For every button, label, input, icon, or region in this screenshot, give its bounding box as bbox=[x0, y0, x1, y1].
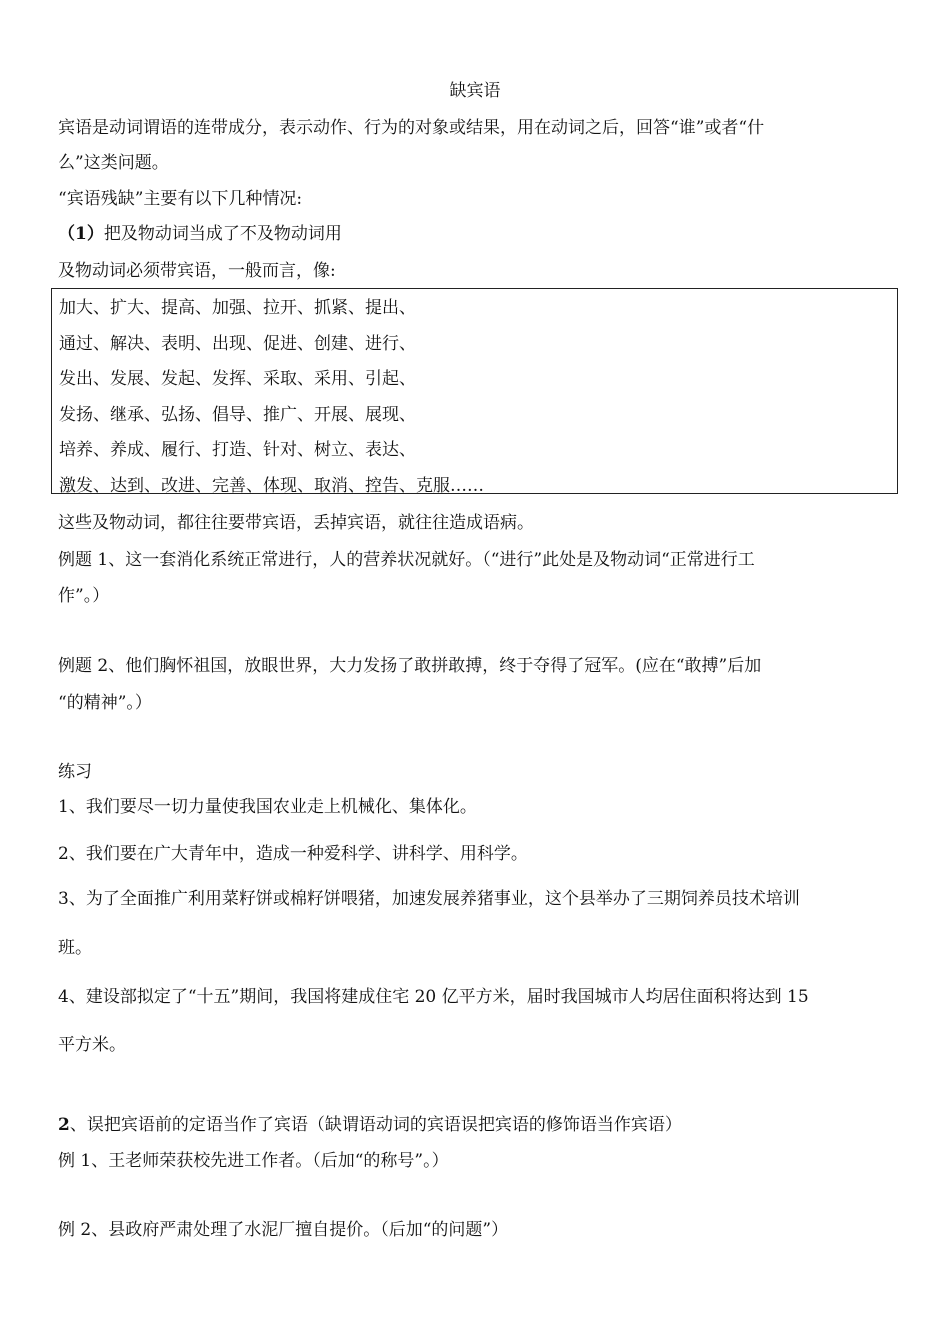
verb-row: 发出、发展、发起、发挥、采取、采用、引起、 bbox=[59, 369, 416, 389]
example-1-line-1: 例题 1、这一套消化系统正常进行，人的营养状况就好。（“进行”此处是及物动词“正常进行工 bbox=[58, 550, 755, 570]
practice-question-3-line-2: 班。 bbox=[58, 938, 92, 958]
case2-example-2: 例 2、县政府严肃处理了水泥厂擅自提价。（后加“的问题”） bbox=[58, 1220, 509, 1240]
intro-line-1: 宾语是动词谓语的连带成分，表示动作、行为的对象或结果，用在动词之后，回答“谁”或者“什 bbox=[58, 118, 765, 138]
practice-question-4-line-1: 4、建设部拟定了“十五”期间，我国将建成住宅 20 亿平方米，届时我国城市人均居住面积将达到 15 bbox=[58, 987, 809, 1007]
verb-row: 培养、养成、履行、打造、针对、树立、表达、 bbox=[59, 440, 416, 460]
verb-row: 通过、解决、表明、出现、促进、创建、进行、 bbox=[59, 334, 416, 354]
case2-heading-text: 、误把宾语前的定语当作了宾语（缺谓语动词的宾语误把宾语的修饰语当作宾语） bbox=[69, 1115, 682, 1135]
case1-heading-text: 把及物动词当成了不及物动词用 bbox=[103, 224, 342, 244]
verb-row: 激发、达到、改进、完善、体现、取消、控告、克服…… bbox=[59, 476, 484, 496]
example-1-line-2: 作”。） bbox=[58, 586, 110, 606]
case1-heading bbox=[58, 219, 342, 244]
after-box-text: 这些及物动词，都往往要带宾语，丢掉宾语，就往往造成语病。 bbox=[58, 513, 534, 533]
case2-number: 2 bbox=[58, 1115, 70, 1135]
example-2-line-1: 例题 2、他们胸怀祖国，放眼世界，大力发扬了敢拼敢搏，终于夺得了冠军。(应在“敢搏”后加 bbox=[58, 656, 762, 676]
page-title: 缺宾语 bbox=[449, 81, 501, 101]
cases-intro: “宾语残缺”主要有以下几种情况: bbox=[58, 189, 303, 209]
verb-row: 加大、扩大、提高、加强、拉开、抓紧、提出、 bbox=[59, 298, 416, 318]
practice-question-1: 1、我们要尽一切力量使我国农业走上机械化、集体化。 bbox=[58, 797, 477, 817]
verb-list-box bbox=[51, 288, 898, 494]
practice-heading: 练习 bbox=[58, 762, 92, 782]
verb-row: 发扬、继承、弘扬、倡导、推广、开展、展现、 bbox=[59, 405, 416, 425]
practice-question-3-line-1: 3、为了全面推广利用菜籽饼或棉籽饼喂猪，加速发展养猪事业，这个县举办了三期饲养员技术培训 bbox=[58, 889, 800, 909]
practice-question-2: 2、我们要在广大青年中，造成一种爱科学、讲科学、用科学。 bbox=[58, 844, 528, 864]
case2-example-1: 例 1、王老师荣获校先进工作者。（后加“的称号”。） bbox=[58, 1151, 449, 1171]
case2-heading bbox=[58, 1110, 682, 1135]
practice-question-4-line-2: 平方米。 bbox=[58, 1035, 126, 1055]
case1-number: （1） bbox=[58, 224, 104, 244]
example-2-line-2: “的精神”。） bbox=[58, 693, 152, 713]
case1-note: 及物动词必须带宾语，一般而言，像: bbox=[58, 261, 336, 281]
intro-line-2: 么”这类问题。 bbox=[58, 153, 169, 173]
